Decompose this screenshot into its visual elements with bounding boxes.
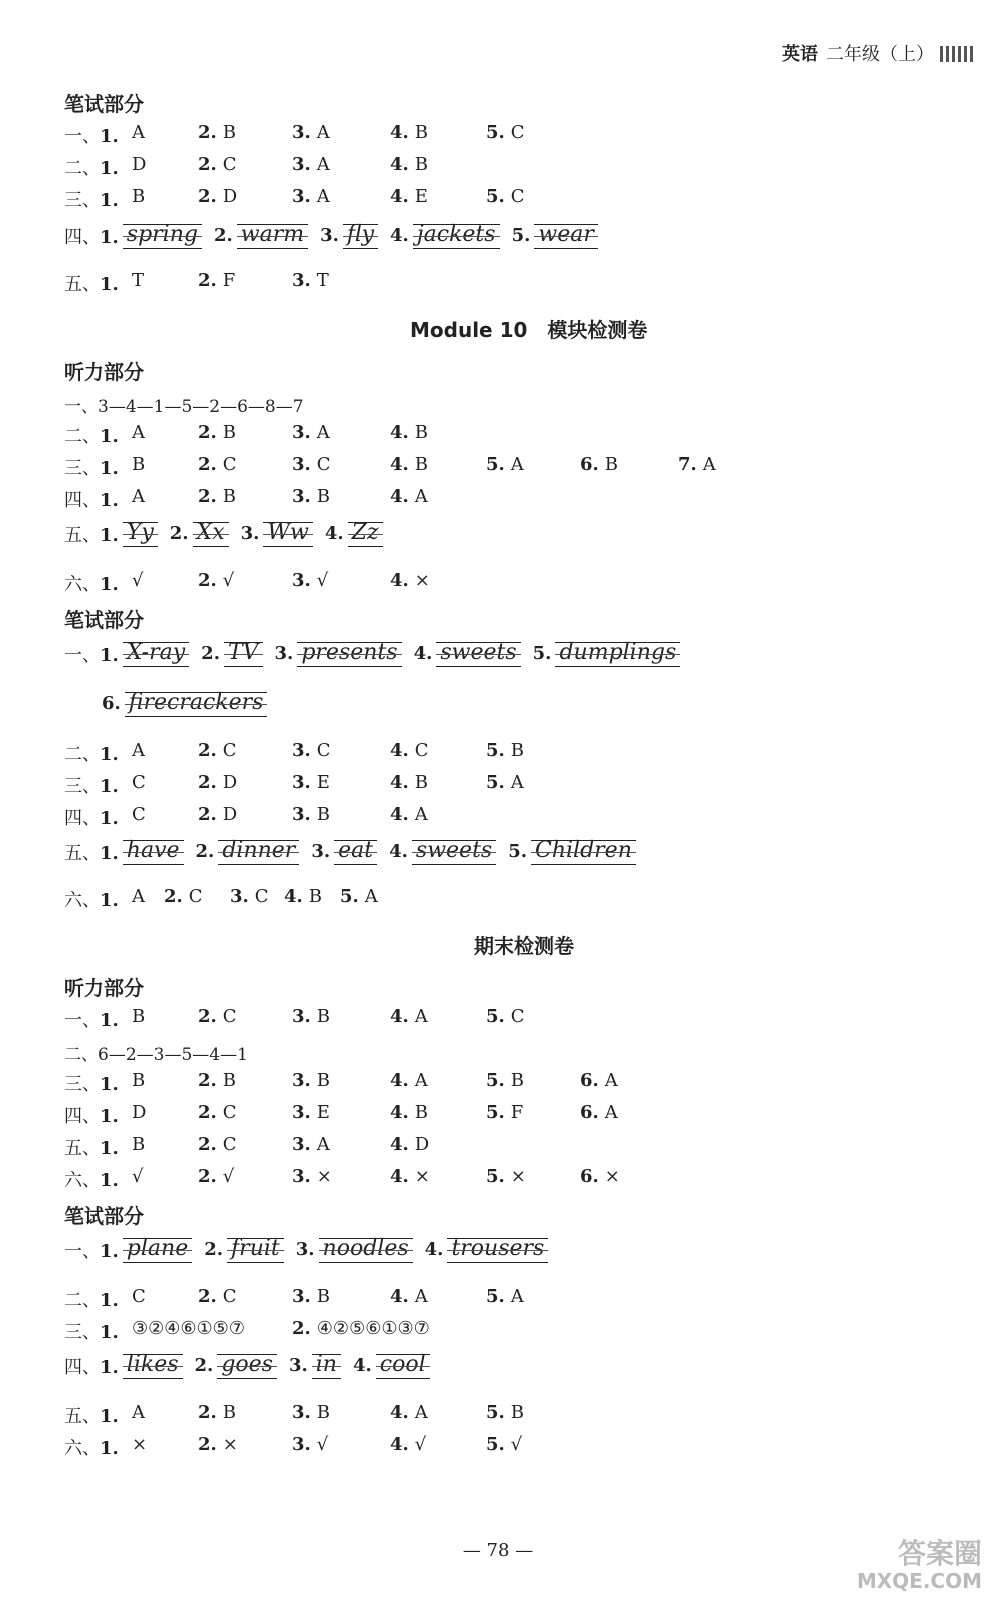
answer: B [222, 122, 237, 143]
decorative-bars [940, 46, 976, 62]
sequence-answer: 一、3—4—1—5—2—6—8—7 [64, 397, 304, 417]
handwriting-row: 6. firecrackers [102, 686, 279, 721]
page-number: — 78 — [462, 1540, 534, 1561]
answer: C [510, 122, 525, 143]
handwritten-word: spring [123, 218, 202, 253]
section-heading: 笔试部分 [64, 608, 144, 632]
answer: D [132, 154, 147, 175]
subject: 英语 [782, 44, 818, 65]
handwriting-row: 五、1. have 2. dinner 3. eat 4. sweets 5. Children [64, 834, 648, 869]
handwriting-row: 五、1. Yy 2. Xx 3. Ww 4. Zz [64, 516, 395, 551]
section-heading: 笔试部分 [64, 92, 144, 116]
answer: A [316, 122, 330, 143]
watermark: 答案圈 MXQE.COM [856, 1537, 982, 1593]
answer: B [414, 122, 429, 143]
final-title: 期末检测卷 [474, 934, 574, 958]
grade: 二年级（上） [826, 44, 934, 65]
module-title: Module 10 模块检测卷 [410, 318, 648, 342]
handwriting-row: 一、1. X-ray 2. TV 3. presents 4. sweets 5. dumplings [64, 636, 692, 671]
row-label: 一、1. [64, 126, 119, 147]
section-heading: 笔试部分 [64, 1204, 144, 1228]
handwriting-row: 一、1. plane 2. fruit 3. noodles 4. trousers [64, 1232, 560, 1267]
section-heading: 听力部分 [64, 976, 144, 1000]
page-header [782, 40, 976, 66]
handwriting-row: 四、1. spring 2. warm 3. fly 4. jackets 5. wear [64, 218, 610, 253]
handwriting-row: 四、1. likes 2. goes 3. in 4. cool [64, 1348, 442, 1383]
section-heading: 听力部分 [64, 360, 144, 384]
answer: A [132, 122, 145, 143]
sequence-answer: 二、6—2—3—5—4—1 [64, 1045, 248, 1065]
